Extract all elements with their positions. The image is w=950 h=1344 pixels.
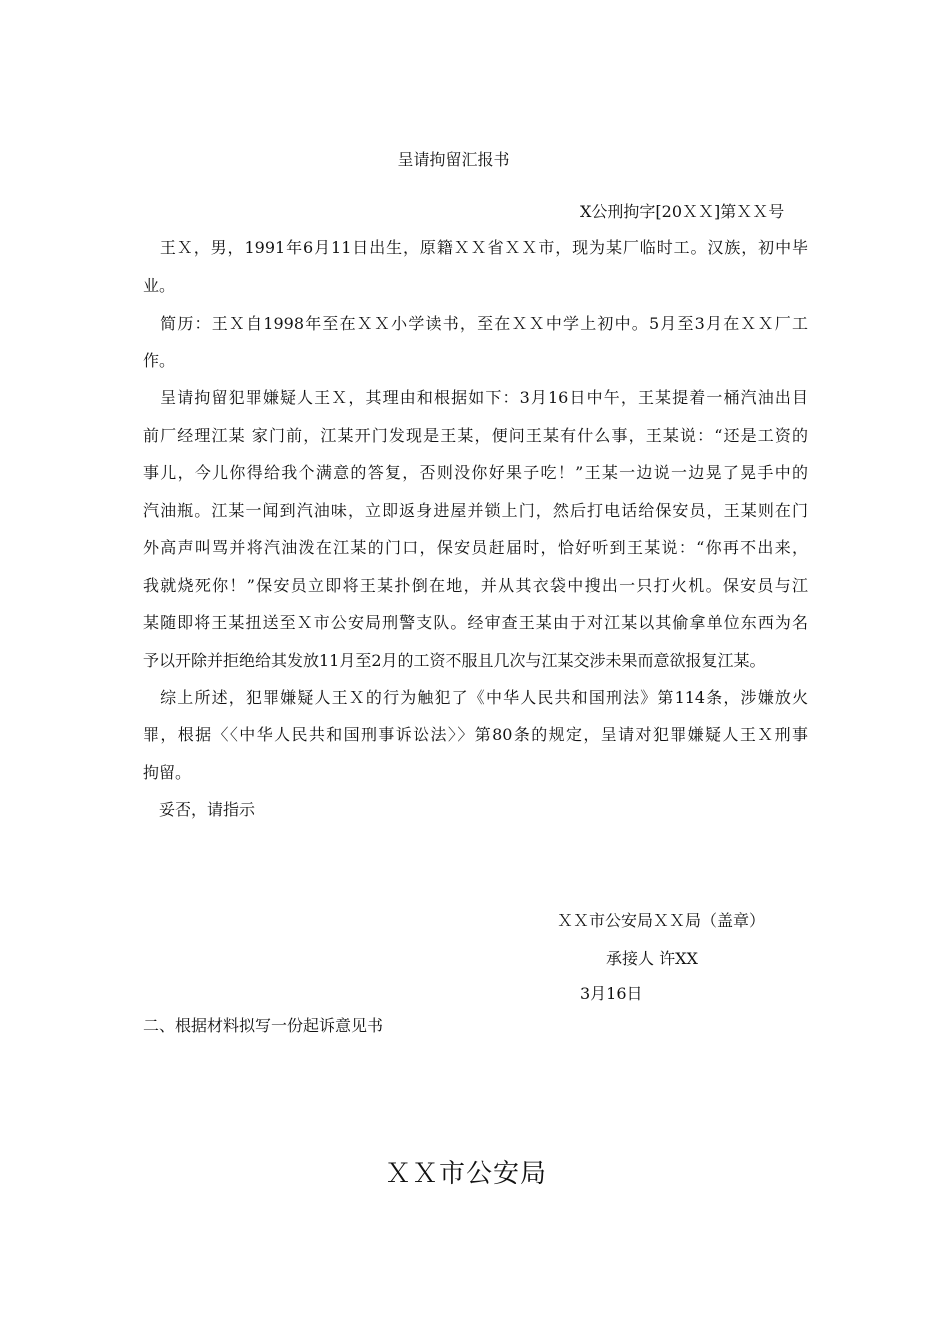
paragraph-line: 某随即将王某扭送至Ｘ市公安局刑警支队。经审查王某由于对江某以其偷拿单位东西为名 [143, 613, 808, 632]
paragraph-line: 简历：王Ｘ自1998年至在ＸＸ小学读书，至在ＸＸ中学上初中。5月至3月在ＸＸ厂工 [143, 314, 808, 333]
paragraph-line: 作。 [143, 351, 176, 370]
paragraph-line: 呈请拘留犯罪嫌疑人王Ｘ，其理由和根据如下：3月16日中午，王某提着一桶汽油出目 [143, 388, 808, 407]
paragraph-line: 事儿，今儿你得给我个满意的答复，否则没你好果子吃！”王某一边说一边晃了晃手中的 [143, 463, 808, 482]
paragraph-line: 外高声叫骂并将汽油泼在江某的门口，保安员赶届时，恰好听到王某说：“你再不出来， [143, 538, 808, 557]
signature-agency: ＸＸ市公安局ＸＸ局（盖章） [557, 911, 766, 930]
document-title: 呈请拘留汇报书 [397, 150, 510, 169]
paragraph-line: 妥否，请指示 [143, 800, 256, 819]
paragraph-line: 我就烧死你！”保安员立即将王某扑倒在地，并从其衣袋中搜出一只打火机。保安员与江 [143, 576, 808, 595]
paragraph-line: 综上所述，犯罪嫌疑人王Ｘ的行为触犯了《中华人民共和国刑法》第114条，涉嫌放火 [143, 688, 808, 707]
paragraph-line: 拘留。 [143, 763, 192, 782]
paragraph-line: 王Ｘ，男，1991年6月11日出生，原籍ＸＸ省ＸＸ市，现为某厂临时工。汉族，初中毕 [143, 238, 808, 257]
paragraph-line: 前厂经理江某 家门前，江某开门发现是王某，便问王某有什么事，王某说：“还是工资的 [143, 426, 808, 445]
signature-date: 3月16日 [580, 984, 643, 1003]
paragraph-line: 汽油瓶。江某一闻到汽油味，立即返身进屋并锁上门，然后打电话给保安员，王某则在门 [143, 501, 808, 520]
paragraph-line: 罪，根据〈〈中华人民共和国刑事诉讼法〉〉第80条的规定，呈请对犯罪嫌疑人王Ｘ刑事 [143, 725, 808, 744]
paragraph-line: 业。 [143, 276, 176, 295]
big-heading: ＸＸ市公安局 [384, 1159, 547, 1189]
document-number: X公刑拘字[20ＸＸ]第ＸＸ号 [580, 202, 785, 221]
signature-handler: 承接人 许XX [606, 949, 698, 968]
paragraph-line: 予以开除并拒绝给其发放11月至2月的工资不服且几次与江某交涉未果而意欲报复江某。 [143, 651, 766, 670]
section-heading: 二、根据材料拟写一份起诉意见书 [143, 1016, 384, 1035]
